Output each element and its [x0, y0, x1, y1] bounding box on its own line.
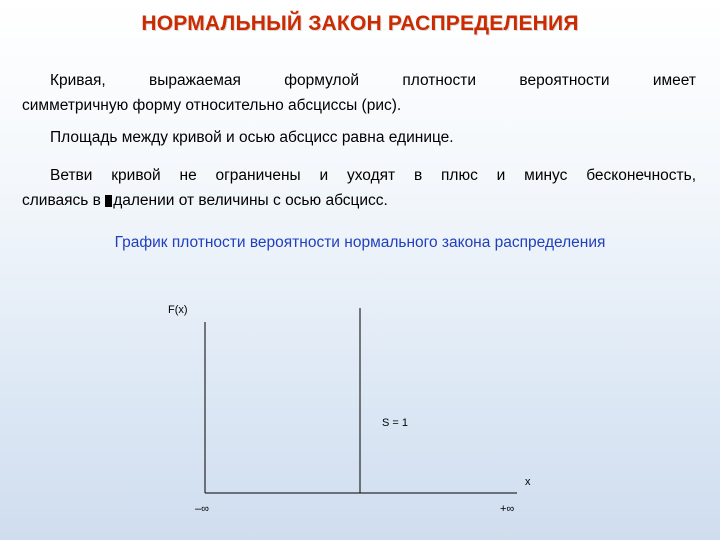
paragraph-branches-line1: Ветви кривой не ограничены и уходят в плюс и минус бесконечность, [50, 167, 696, 184]
paragraph-curve-shape-line2: симметричную форму относительно абсциссы (рис). [22, 97, 402, 114]
paragraph-branches-line2-start: сливаясь в [22, 192, 106, 209]
right-infinity-label: +∞ [500, 503, 515, 515]
paragraph-area-text: Площадь между кривой и осью абсцисс равна единице. [50, 129, 454, 146]
y-axis-label: F(x) [168, 304, 188, 316]
area-label: S = 1 [382, 417, 408, 429]
paragraph-branches-line2-end: далении от величины с осью абсцисс. [113, 192, 388, 209]
left-infinity-label: –∞ [195, 503, 209, 515]
paragraph-curve-shape-line1: Кривая, выражаемая формулой плотности вероятности имеет [50, 72, 696, 89]
slide-title: НОРМАЛЬНЫЙ ЗАКОН РАСПРЕДЕЛЕНИЯ [141, 12, 579, 35]
x-axis-label: x [525, 476, 531, 488]
graph-caption: График плотности вероятности нормального закона распределения [114, 234, 606, 251]
